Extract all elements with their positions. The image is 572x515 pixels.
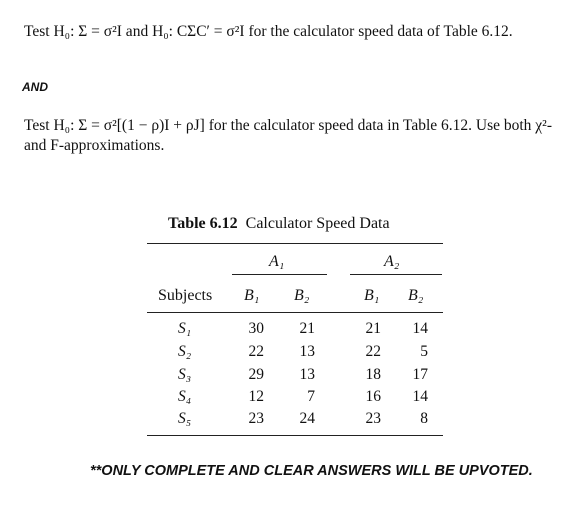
table-cell: 17 — [412, 366, 428, 383]
table-cell: 23 — [248, 410, 264, 427]
table-cell: 22 — [365, 343, 381, 360]
table-cell: 24 — [299, 410, 315, 427]
table-cell: 7 — [307, 388, 315, 405]
row-subject: S₄ — [178, 388, 192, 405]
table-cell: 12 — [248, 388, 264, 405]
group-header-a1: A₁ — [269, 253, 285, 270]
table-cell: 30 — [248, 320, 264, 337]
col-header-b1-a1: B₁ — [244, 287, 260, 304]
col-header-b2-a1: B₂ — [294, 287, 310, 304]
and-label: AND — [22, 80, 48, 94]
col-header-subjects: Subjects — [158, 287, 213, 304]
table-caption: Calculator Speed Data — [245, 215, 390, 232]
table-cell: 21 — [365, 320, 381, 337]
table-cell: 13 — [299, 366, 315, 383]
table-cell: 13 — [299, 343, 315, 360]
table-cell: 23 — [365, 410, 381, 427]
table-cell: 22 — [248, 343, 264, 360]
row-subject: S₁ — [178, 320, 192, 337]
col-header-b2-a2: B₂ — [408, 287, 424, 304]
table-cell: 18 — [365, 366, 381, 383]
row-subject: S₃ — [178, 366, 192, 383]
header-rule — [147, 312, 443, 313]
table-cell: 29 — [248, 366, 264, 383]
table-cell: 14 — [412, 388, 428, 405]
table-cell: 21 — [299, 320, 315, 337]
table-cell: 14 — [412, 320, 428, 337]
group-rule-a1 — [232, 274, 327, 275]
table-cell: 8 — [420, 410, 428, 427]
group-header-a2: A₂ — [384, 253, 400, 270]
table-cell: 16 — [365, 388, 381, 405]
table-bottom-rule — [147, 435, 443, 436]
footer-note: **ONLY COMPLETE AND CLEAR ANSWERS WILL BE UPVOTED. — [90, 463, 533, 479]
group-rule-a2 — [350, 274, 442, 275]
question-2: Test H₀: Σ = σ²[(1 − ρ)I + ρJ] for the calculator speed data in Table 6.12. Use both χ²- and F-approximations. — [24, 117, 552, 154]
row-subject: S₂ — [178, 343, 192, 360]
table-title — [168, 215, 390, 233]
table-top-rule — [147, 243, 443, 244]
table-number: Table 6.12 — [168, 215, 238, 232]
row-subject: S₅ — [178, 410, 192, 427]
table-cell: 5 — [420, 343, 428, 360]
col-header-b1-a2: B₁ — [364, 287, 380, 304]
question-1: Test H₀: Σ = σ²I and H₀: CΣC′ = σ²I for the calculator speed data of Table 6.12. — [24, 23, 513, 40]
